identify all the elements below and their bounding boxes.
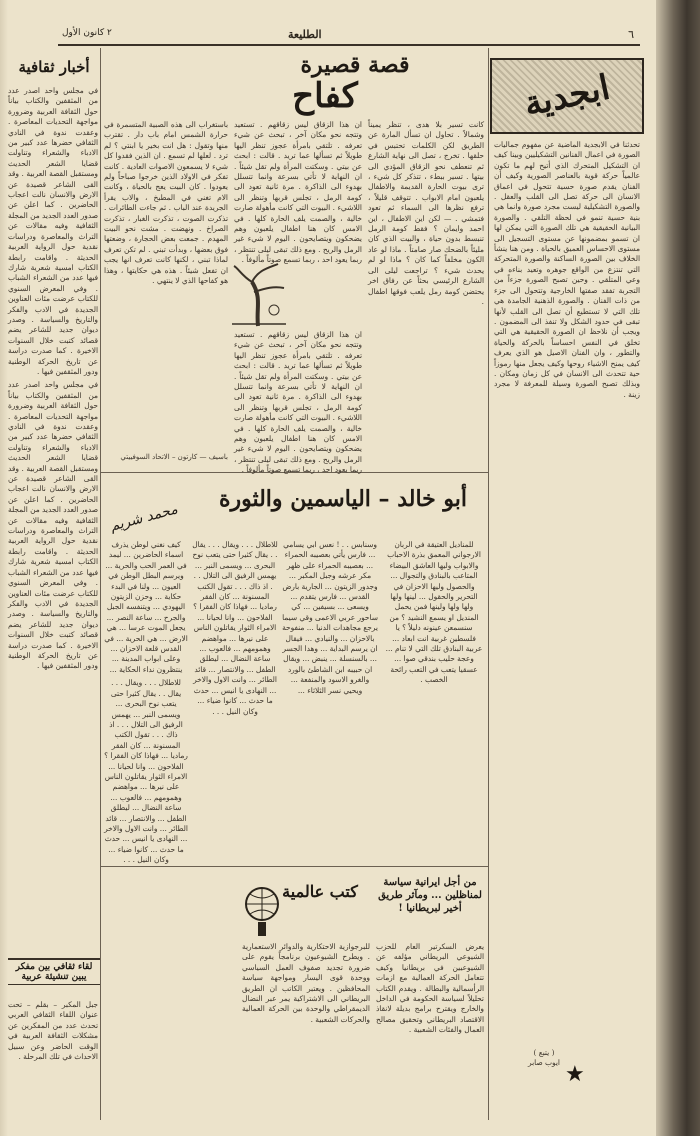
poem-column-3 <box>192 540 278 862</box>
books-column-2 <box>242 942 370 1120</box>
story-column-3 <box>104 120 228 450</box>
story-text: ان هذا الزقاق ليس زقاقهم . تستعيد وتتجه نحو مكان آخر ، تبحث عن شيء تعرفه . تلتقي بامرأة عجوز تنظر اليها طويلاً ثم تسألها عما تريد . قالت : ابحث عن بيتي . وسكتت المرأة ولم تقل شيئاً . ان النهاية لا تأتي بسرعة وانما تتسلل بهدوء الى الذاكرة . مرة ثانية تعود الى كومة الرمل ، تجلس قربها وتنظر الى اللاشيء . البيوت التي كانت مأهولة صارت خالية ، والصمت يلف الحارة كلها . في الامس كان هنا اطفال يلعبون وهم يضحكون ويتصايحون . اليوم لا شيء غير الرمل والريح . ومع ذلك تبقى ليلى تنتظر ، ربما يعود احد ، ربما تسمع صوتاً مألوفاً . <box>234 330 362 475</box>
books-column-1 <box>376 942 484 1120</box>
news-text: في مجلس واحد اصدر عدد من المثقفين والكتاب بياناً حول الثقافة العربية وضرورة مواجهة التحديات المعاصرة . وعقدت ندوة في النادي الثقافي حضرها عدد كبير من الادباء والشعراء وتناولت قضايا الشعر الحديث ومستقبل القصة العربية . وقد القى الشاعر قصيدة عن الارض والانسان نالت اعجاب الحاضرين . كما اعلن عن صدور العدد الجديد من المجلة الثقافية وفيه مقالات عن التراث والمعاصرة ودراسات نقدية حول الرواية العربية الحديثة . واقامت رابطة الكتاب امسية شعرية شارك فيها عدد من الشعراء الشباب . وفي المعرض السنوي للكتاب عرضت مئات العناوين الجديدة في الادب والفكر والتاريخ والسياسة . وصدر ديوان جديد للشاعر يضم قصائد كتبت خلال السنوات الاخيرة . كما صدرت دراسة عن تاريخ الحركة الوطنية ودور المثقفين فيها . <box>8 86 98 376</box>
column-divider <box>488 48 489 1120</box>
issue-date: ٢ كانون الأول <box>62 28 112 38</box>
story-column-2 <box>234 120 362 265</box>
books-text: يعرض السكرتير العام للحزب الشيوعي البريطاني مؤلفه عن الشيوعيين في بريطانيا وكيف تتعامل الحركة العمالية مع ازمات الرأسمالية والبطالة . ويقدم الكتاب تحليلاً لسياسة الحكومة في الداخل والخارج ويقترح برامج بديلة لانقاذ الاقتصاد البريطاني وتحقيق مصالح العمال والفئات الشعبية . <box>376 942 484 1035</box>
poem-text: كيف نغني لوطن يذرف اسماء الحاضرين ... ليمد في العمر الحب والحرية ... ويرسم البطل الوطن في العيون ... ولنا في البدء حكاية ... وحزن الزيتون اليهودي ... ويتنفسه الجبل والجرح ... ساعة النصر ... يجعل الموت عرسا ... هي الارض ... هي الحرية ... في القدس قلعة الاحزان ... وعلى ابواب المدينة ... ينتظرون نداء الحكاية ... <box>104 540 188 674</box>
story-text: كانت تسير بلا هدى ، تنظر يميناً وشمالاً . تحاول ان تسأل المارة عن الطريق لكن الكلمات تحتبس في حلقها . تخرج ، تصل الى نهاية الشارع ثم تنعطف نحو الزقاق المؤدي الى بيتها . تسير ببطء ، تتذكر كل شيء ، ترى بيوت الحارة القديمة والاطفال يلعبون امام الابواب . تتوقف قليلاً ، ترفع نظرها الى السماء ثم تعود فتمشي . — لكن اين الاطفال ، اين احمد وايمان ؟ فقط كومة الرمل تنبسط بدون حياة ، والبيت الذي كان مليئاً بالضحك صار صامتاً . ماذا لو عاد الكون مخلفاً كما كان ؟ ماذا لو لم يحدث شيء ؟ تراجعت ليلى الى الشارع الرئيسي بحثاً عن رفاق اخر يحتضن كومة رمل يلعب فوقها اطفال . <box>368 120 484 306</box>
author-name: ايوب صابر <box>528 1058 560 1068</box>
meeting-article <box>8 1000 98 1120</box>
page-number: ٦ <box>628 28 634 41</box>
cultural-news-column <box>8 86 98 946</box>
books-text: للبرجوازية الاحتكارية والدوائر الاستعمارية . ويطرح الشيوعيون برنامجاً يقوم على ضرورة تجديد صفوف العمل السياسي ووحدة قوى اليسار ومواجهة سياسة المحافظين . ويعتبر الكاتب ان الطريق البريطاني الى الاشتراكية يمر عبر النضال الديمقراطي والوحدة بين الحركة العمالية والحركات الشعبية . <box>242 942 370 1024</box>
article-note: ( يتبع ) <box>533 1048 555 1057</box>
story-credit: باسيف — كارتون – الاتحاد السوفييتي <box>120 453 228 461</box>
story-text: باستغراب الى هذه الصبية المتسمرة في حرارة الشمس امام باب دار . تقترب منها وتقول : هل انت بخير يا ابنتي ؟ لم ترد . لعلها لم تسمع . ان الذين فقدوا كل شيء لا يسمعون الاصوات العادية . كانت تفكر في الاولاد الذين خرجوا صباحاً ولم يعودوا . كان البيت يعج بالحياة ، وكانت الام تغني في المطبخ ، والاب يقرأ الجريدة عند الباب . ثم جاءت الطائرات . تذكرت الصوت ، تذكرت الغبار ، تذكرت الصراخ . ونهضت . مشت نحو البيت المهدم . جمعت بعض الحجارة ، وضعتها فوق بعضها ، وبدأت تبني . لم تكن تعرف لماذا تبني ، لكنها كانت تعرف انها يجب ان تفعل شيئاً . هذه هي حكايتها ، وهذا هو كفاحها الذي لا ينتهي . <box>104 120 228 286</box>
poem-text: للاطلال . . . ويقال . . . يقال . . يقال كثيرا حتى يتعب نوح البحرى ... ويسمى النبر ... يهمس الرفيق الى التلال . . . اذ ذاك . . . تقول الكتب المسنونة ... كان الفقر رماديا ... فهاذا كان الفقرا ؟ الفلاحون ... وانا لحيانا ... الامراء الثوار يقاتلون الناس على نيرها ... مواهضم وهمومهم ... فالعوب ... ساعة النضال ... ليطلق الطفل ... والانتصار ... قائد الطائر ... وانت الاول والاخر ... النهادى يا انيس ... حدث ما حدث ... كانوا ضياء ... وكان النيل . . . <box>104 678 188 865</box>
world-books-label: كتب عالمية <box>282 882 358 901</box>
binding-spine <box>656 0 700 1136</box>
news-text: جبل المكبر – بقلم – تحت عنوان اللقاء الثقافي العربي تحدث عدد من المفكرين عن مشكلات الثقافة العربية في الوقت الحاضر وعن سبيل الاحداث في تلك المرحلة . <box>8 1000 98 1062</box>
story-kicker: قصة قصيرة <box>300 52 410 78</box>
books-headline: من أجل ايرانية سياسة لمناظلين ... ومآثر طريق أخير لبريطانيا ! <box>378 877 482 914</box>
paper-name: الطليعة <box>288 28 322 41</box>
star-icon: ★ <box>565 1062 585 1087</box>
story-title: كفاح <box>292 76 358 116</box>
story-author: كارتون – الاتحاد السوفييتي <box>120 453 198 461</box>
poem-author: محمد شريم <box>108 501 180 535</box>
column-divider <box>100 48 101 1120</box>
story-column-1 <box>368 120 484 466</box>
news-heading: أخبار ثقافية <box>18 58 90 76</box>
meeting-heading: لقاء ثقافي بين مفكر يبين تنشيئة عربية <box>8 958 100 985</box>
story-translator: باسيف <box>208 453 228 461</box>
poem-text: وسنابس . . ! نعس ابي يسامي ... فارس يأتي بعصيبه الحمراء ... بعصيبه الحمراء على ظهر مكر عرشه وجبل المكبر ... وجدور الزيتون ... الجارية بارض القدس ... فارس يتقدم ... ويسعى ... بسيفين ... كي ساحور عربي الاعمى وقي سيما يرجع مجاهدات الدنيا ... منفوحة بالاحزان ... والنيادي ... فيقال ان يرسم البداية ... وهدا الجسر ... بالسنسلة ... ينبض ... ويقال ان حبيبه ابن الشاطئ بالورد والغرو الاسود والمنفعة ... ويحيي نسر الثلاثاء ... <box>282 540 378 695</box>
poem-title: أبو خالد – الياسمين والثورة <box>218 486 468 512</box>
page-edge <box>0 0 8 1136</box>
page-header <box>58 28 640 46</box>
poem-text: للاطلال . . . ويقال . . . يقال . . يقال كثيرا حتى يتعب نوح البحرى ... ويسمى النبر ... يهمس الرفيق الى التلال . . . اذ ذاك . . . تقول الكتب المسنونة ... كان الفقر رماديا ... فهاذا كان الفقرا ؟ الفلاحون ... وانا لحيانا ... الامراء الثوار يقاتلون الناس على نيرها ... مواهضم وهمومهم ... فالعوب ... ساعة النضال ... ليطلق الطفل ... والانتصار ... قائد الطائر ... وانت الاول والاخر ... النهادى يا انيس ... حدث ما حدث ... كانوا ضياء ... وكان النيل . . . <box>192 540 278 716</box>
logo-text: ابجدية <box>520 67 614 125</box>
article-body: تحدثنا في الابجدية الماضية عن مفهوم جماليات الصورة في اعمال الفنانين التشكيليين وبينا كيف ان التشكيل المتحرك الذي أتيح لهم ما تكون عالمياً حركة قوية بالعناصر الصورية وكيف أن الفنان يقدم صورة حسية تتحول في اعماق الانسان الى حركة تصل الى القلب والعقل . والصورة التشكيلية ليست مجرد صورة وانما هي بنية حسية تنمو في لحظة التلقي . والصورة البيانية الحقيقية هي تلك الصورة التي يمكن لها ان تسمو بمضمونها عن مستوى التسجيل الى مستوى الاحساس العميق بالحياة . ومن هنا ينشأ الخلاف بين الصورة الساكنة والصورة المتحركة التي تنتزع من الواقع جوهره وتعيد بناءه في وعي المتلقي . وحين تصبح الصورة جزءاً من التجربة تفقد صفتها الخارجية وتتحول الى جزء من ذات الفنان . والصورة الذهنية الجامدة هي تلك التي لا تستطيع أن تصل الى القلب لأنها تبقى في حدود الشكل ولا تنفذ الى المضمون . ويجب أن نلاحظ ان الصورة الحقيقية هي التي تخلق في النفس احساساً بالحركة والحياة والتطور ، وان الفنان الاصيل هو الذي يعرف كيف يمنح الاشياء روحها وكيف يجعل منها رموزاً حية تتحدث الى الانسان في كل زمان ومكان . وبذلك تصبح الصورة وسيلة للمعرفة لا مجرد زينة . <box>494 140 640 399</box>
story-column-2b <box>234 330 362 475</box>
abjadiya-logo <box>490 58 644 134</box>
story-text: ان هذا الزقاق ليس زقاقهم . تستعيد وتتجه نحو مكان آخر ، تبحث عن شيء تعرفه . تلتقي بامرأة عجوز تنظر اليها طويلاً ثم تسألها عما تريد . قالت : ابحث عن بيتي . وسكتت المرأة ولم تقل شيئاً . ان النهاية لا تأتي بسرعة وانما تتسلل بهدوء الى الذاكرة . مرة ثانية تعود الى كومة الرمل ، تجلس قربها وتنظر الى اللاشيء . البيوت التي كانت مأهولة صارت خالية ، والصمت يلف الحارة كلها . في الامس كان هنا اطفال يلعبون وهم يضحكون ويتصايحون . اليوم لا شيء غير الرمل والريح . ومع ذلك تبقى ليلى تنتظر ، ربما يعود احد ، ربما تسمع صوتاً مألوفاً . <box>234 120 362 265</box>
right-column-article <box>494 140 640 1040</box>
poem-text: للمناديل العتيقة في الربان الارجواني المعمق بذرة الاحباب والابواب وليها العاشق البيضاء المتاعب بالبنادق والتجوال ... والحصول وليها الاحزان في التحرير والحقول ... لينها ولها ولها ولها ولينها فمن يحمل المنديل او يسمع النشيد ؟ من سنسمعن عينونه دليلاً ؟ يا فلسطين غربية انت ابعاد ... عربية البنادق تلك التي لا تنام ... وعجة حليب بندقي صوا ... عسقيا يتعب في التعب رائحة الخصب . <box>385 540 483 685</box>
poem-column-2 <box>282 540 378 862</box>
poem-column-1 <box>384 540 484 862</box>
tree-illustration <box>228 258 288 328</box>
news-text: في مجلس واحد اصدر عدد من المثقفين والكتاب بياناً حول الثقافة العربية وضرورة مواجهة التحديات المعاصرة . وعقدت ندوة في النادي الثقافي حضرها عدد كبير من الادباء والشعراء وتناولت قضايا الشعر الحديث ومستقبل القصة العربية . وقد القى الشاعر قصيدة عن الارض والانسان نالت اعجاب الحاضرين . كما اعلن عن صدور العدد الجديد من المجلة الثقافية وفيه مقالات عن التراث والمعاصرة ودراسات نقدية حول الرواية العربية الحديثة . واقامت رابطة الكتاب امسية شعرية شارك فيها عدد من الشعراء الشباب . وفي المعرض السنوي للكتاب عرضت مئات العناوين الجديدة في الادب والفكر والتاريخ والسياسة . وصدر ديوان جديد للشاعر يضم قصائد كتبت خلال السنوات الاخيرة . كما صدرت دراسة عن تاريخ الحركة الوطنية ودور المثقفين فيها . <box>8 380 98 671</box>
poem-column-4 <box>104 540 188 1050</box>
